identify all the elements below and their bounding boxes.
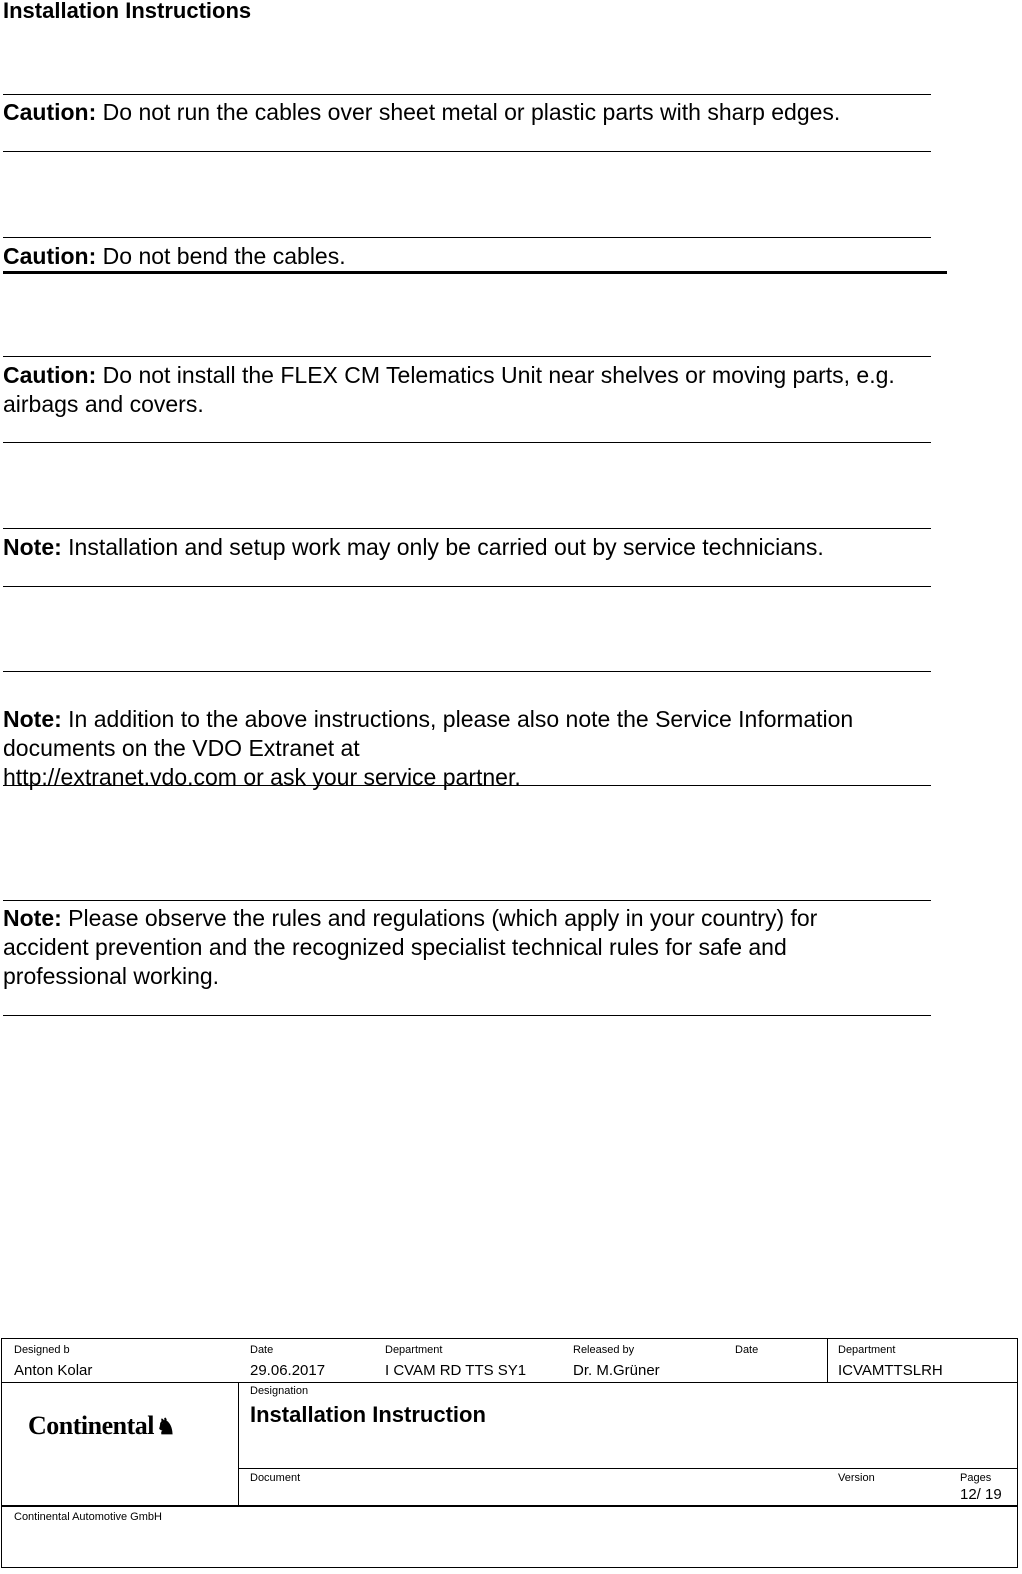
note-notice xyxy=(3,533,933,562)
continental-logo xyxy=(28,1411,175,1441)
divider xyxy=(3,528,931,529)
page-title: Installation Instructions xyxy=(3,0,252,23)
logo-text: Continental xyxy=(28,1411,154,1440)
notice-text: Please observe the rules and regulations (which apply in your country) for accident prevention and the recognized specialist technical rules for safe and professional working. xyxy=(3,905,818,989)
document-label: Document xyxy=(250,1472,301,1484)
divider xyxy=(3,356,931,357)
divider xyxy=(827,1339,828,1383)
divider xyxy=(3,151,931,152)
designation-value: Installation Instruction xyxy=(250,1402,486,1427)
divider xyxy=(3,1015,931,1016)
notice-keyword: Caution: xyxy=(3,99,97,125)
department-value: I CVAM RD TTS SY1 xyxy=(385,1362,527,1379)
date2-label: Date xyxy=(735,1344,759,1356)
date2-cell xyxy=(735,1344,758,1357)
date-label: Date xyxy=(250,1344,274,1356)
version-label: Version xyxy=(838,1472,875,1484)
title-block xyxy=(1,1338,1018,1568)
note-notice xyxy=(3,676,938,792)
version-cell xyxy=(838,1472,875,1485)
company-name: Continental Automotive GmbH xyxy=(14,1511,162,1523)
date-value: 29.06.2017 xyxy=(250,1362,326,1379)
divider xyxy=(3,237,931,238)
document-cell xyxy=(250,1472,300,1485)
notice-text: Do not bend the cables. xyxy=(96,243,346,269)
divider xyxy=(238,1382,239,1506)
divider xyxy=(2,1505,1017,1507)
notice-text: Do not install the FLEX CM Telematics Unit near shelves or moving parts, e.g. airbags and covers. xyxy=(3,362,895,417)
released-by-cell xyxy=(573,1344,660,1380)
notice-text: In addition to the above instructions, please also note the Service Information documents on the VDO Extranet at http://extranet.vdo.com or ask your service partner. xyxy=(3,706,854,790)
department-label: Department xyxy=(385,1344,443,1356)
released-by-value: Dr. M.Grüner xyxy=(573,1362,660,1379)
divider xyxy=(3,442,931,443)
notice-keyword: Note: xyxy=(3,534,62,560)
department2-cell xyxy=(838,1344,943,1380)
divider xyxy=(2,1382,1017,1383)
notice-keyword: Caution: xyxy=(3,243,97,269)
divider xyxy=(3,586,931,587)
note-notice xyxy=(3,904,903,991)
notice-text: Do not run the cables over sheet metal or plastic parts with sharp edges. xyxy=(96,99,841,125)
notice-keyword: Note: xyxy=(3,905,62,931)
company-cell xyxy=(14,1511,162,1524)
department2-value: ICVAMTTSLRH xyxy=(838,1362,943,1379)
designation-label: Designation xyxy=(250,1385,309,1397)
designed-by-value: Anton Kolar xyxy=(14,1362,93,1379)
department2-label: Department xyxy=(838,1344,896,1356)
divider xyxy=(3,671,931,672)
notice-text: Installation and setup work may only be carried out by service technicians. xyxy=(61,534,824,560)
divider xyxy=(3,785,931,786)
designation-cell xyxy=(250,1385,486,1428)
notice-keyword: Note: xyxy=(3,706,62,732)
pages-value: 12/ 19 xyxy=(960,1486,1002,1503)
caution-notice xyxy=(3,361,933,419)
divider xyxy=(238,1468,1017,1469)
divider xyxy=(3,94,931,95)
released-by-label: Released by xyxy=(573,1344,635,1356)
divider xyxy=(3,271,947,274)
notice-keyword: Caution: xyxy=(3,362,97,388)
department-cell xyxy=(385,1344,526,1380)
horse-icon: ♞ xyxy=(155,1414,176,1439)
date-cell xyxy=(250,1344,325,1380)
designed-by-label: Designed b xyxy=(14,1344,70,1356)
pages-label: Pages xyxy=(960,1472,992,1484)
caution-notice xyxy=(3,242,933,271)
designed-by-cell xyxy=(14,1344,92,1380)
pages-cell xyxy=(960,1472,1002,1504)
divider xyxy=(3,900,931,901)
caution-notice xyxy=(3,98,933,127)
